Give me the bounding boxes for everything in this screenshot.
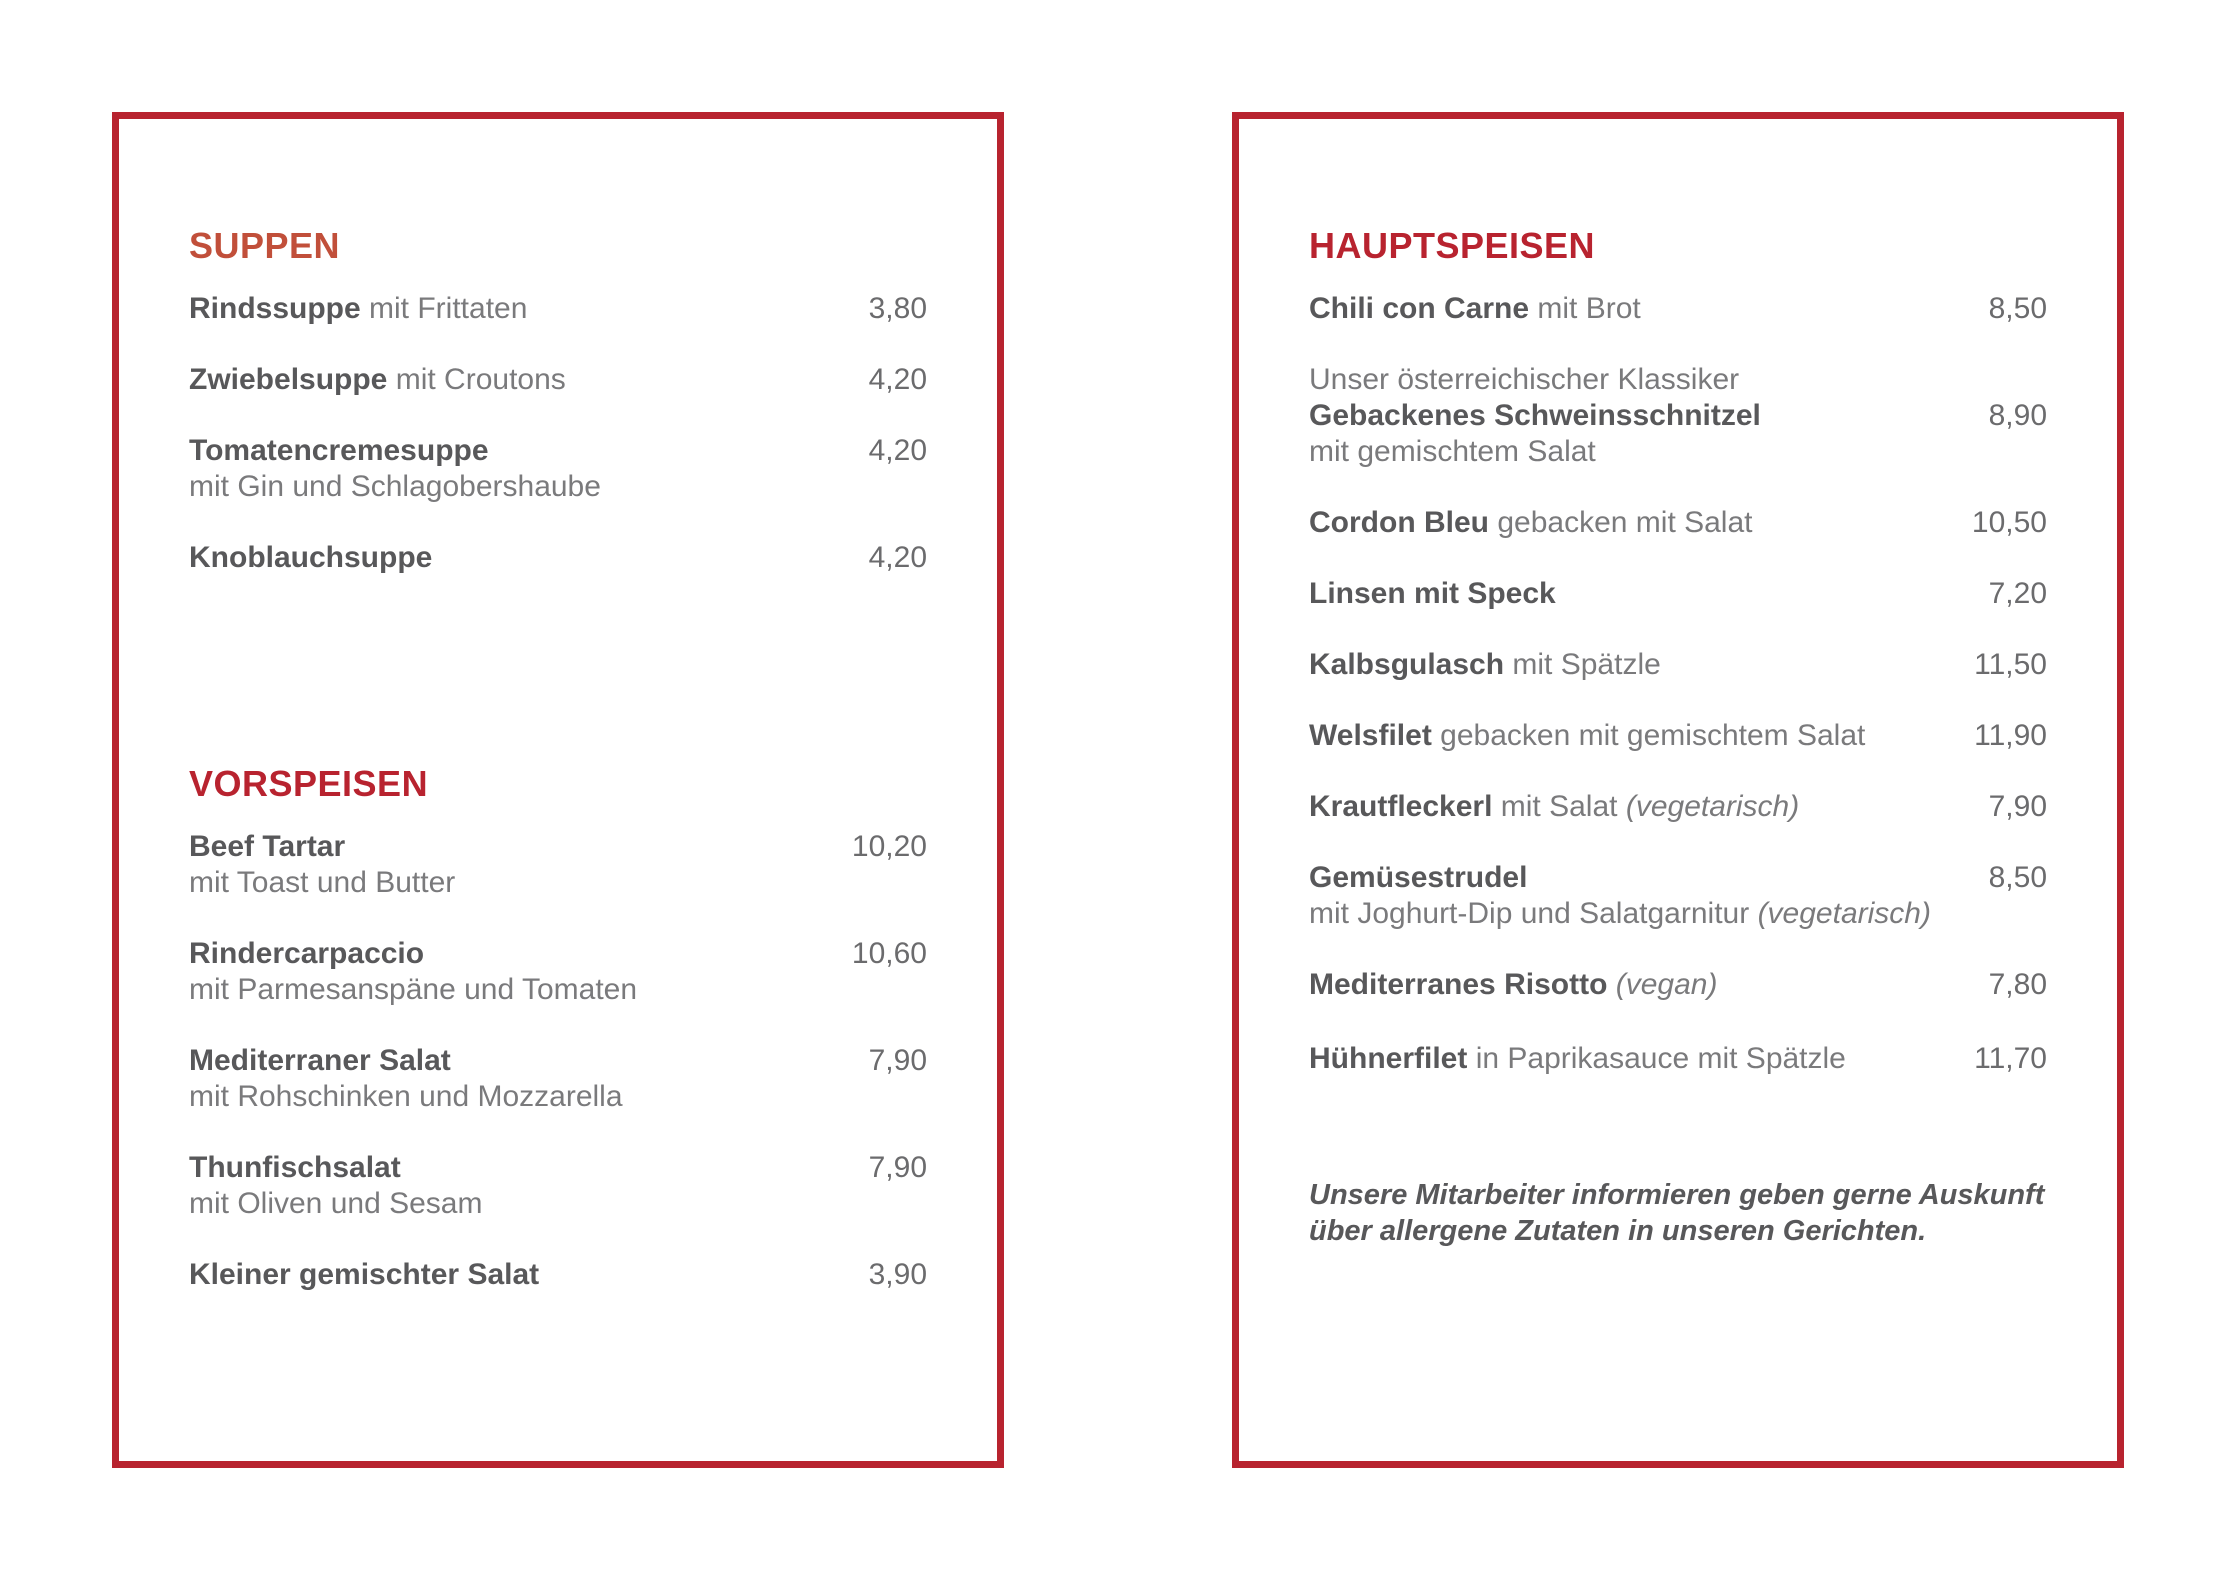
item-description: mit gemischtem Salat bbox=[1309, 435, 1596, 468]
item-name: Mediterraner Salat bbox=[189, 1044, 451, 1077]
diet-note: (vegetarisch) bbox=[1625, 790, 1800, 823]
item-price: 7,20 bbox=[1988, 577, 2047, 610]
allergen-note-line: über allergene Zutaten in unseren Gerichten. bbox=[1309, 1215, 1927, 1247]
item-description: mit Gin und Schlagobershaube bbox=[189, 470, 601, 503]
item-price: 4,20 bbox=[868, 434, 927, 467]
item-price: 7,90 bbox=[1988, 790, 2047, 823]
menu-item bbox=[189, 936, 927, 1008]
menu-item bbox=[189, 1043, 927, 1115]
item-description: mit Frittaten bbox=[369, 292, 528, 325]
menu-item bbox=[1309, 789, 2047, 825]
menu-item bbox=[1309, 647, 2047, 683]
menu-item bbox=[1309, 505, 2047, 541]
item-name: Welsfilet bbox=[1309, 719, 1432, 752]
item-price: 10,20 bbox=[851, 830, 927, 863]
right-panel-content bbox=[1309, 221, 2047, 1249]
item-description: mit Croutons bbox=[395, 363, 566, 396]
item-name: Chili con Carne bbox=[1309, 292, 1530, 325]
item-price: 4,20 bbox=[868, 363, 927, 396]
item-description: mit Joghurt-Dip und Salatgarnitur bbox=[1309, 897, 1750, 930]
item-name: Mediterranes Risotto bbox=[1309, 968, 1608, 1001]
item-price: 7,80 bbox=[1988, 968, 2047, 1001]
menu-item bbox=[189, 291, 927, 327]
item-price: 3,80 bbox=[868, 292, 927, 325]
item-price: 11,50 bbox=[1974, 648, 2047, 681]
item-name: Kalbsgulasch bbox=[1309, 648, 1505, 681]
menu-item bbox=[189, 1150, 927, 1222]
item-name: Rindercarpaccio bbox=[189, 937, 425, 970]
item-description: mit Toast und Butter bbox=[189, 866, 456, 899]
menu-item bbox=[189, 1257, 927, 1293]
menu-item bbox=[189, 433, 927, 505]
menu-item bbox=[1309, 362, 2047, 470]
item-name: Krautfleckerl bbox=[1309, 790, 1493, 823]
item-name: Cordon Bleu bbox=[1309, 506, 1489, 539]
menu-item bbox=[189, 540, 927, 576]
menu-item bbox=[1309, 967, 2047, 1003]
item-description: gebacken mit gemischtem Salat bbox=[1440, 719, 1866, 752]
item-name: Thunfischsalat bbox=[189, 1151, 401, 1184]
item-description: gebacken mit Salat bbox=[1497, 506, 1753, 539]
menu-item bbox=[189, 829, 927, 901]
item-name: Zwiebelsuppe bbox=[189, 363, 388, 396]
menu-panel-right bbox=[1232, 112, 2124, 1468]
allergen-note bbox=[1309, 1177, 2047, 1249]
item-description: mit Spätzle bbox=[1512, 648, 1661, 681]
menu-item bbox=[1309, 718, 2047, 754]
item-price: 7,90 bbox=[868, 1151, 927, 1184]
item-name: Tomatencremesuppe bbox=[189, 434, 489, 467]
item-price: 8,90 bbox=[1988, 399, 2047, 432]
item-name: Linsen mit Speck bbox=[1309, 577, 1556, 610]
menu-item bbox=[1309, 291, 2047, 327]
left-panel-content bbox=[189, 221, 927, 1328]
item-price: 7,90 bbox=[868, 1044, 927, 1077]
item-name: Rindssuppe bbox=[189, 292, 361, 325]
item-price: 8,50 bbox=[1988, 861, 2047, 894]
item-price: 3,90 bbox=[868, 1258, 927, 1291]
item-intro: Unser österreichischer Klassiker bbox=[1309, 363, 1740, 396]
section-spacer bbox=[189, 611, 927, 759]
item-description: mit Salat bbox=[1500, 790, 1618, 823]
section-title-suppen: SUPPEN bbox=[189, 225, 341, 266]
item-description: mit Brot bbox=[1537, 292, 1641, 325]
item-name: Gebackenes Schweinsschnitzel bbox=[1309, 399, 1761, 432]
section-title-hauptspeisen: HAUPTSPEISEN bbox=[1309, 225, 1596, 266]
item-price: 11,70 bbox=[1974, 1042, 2047, 1075]
diet-note: (vegan) bbox=[1615, 968, 1718, 1001]
item-description: mit Rohschinken und Mozzarella bbox=[189, 1080, 623, 1113]
allergen-note-line: Unsere Mitarbeiter informieren geben gerne Auskunft bbox=[1309, 1179, 2045, 1211]
item-price: 11,90 bbox=[1974, 719, 2047, 752]
item-name: Hühnerfilet bbox=[1309, 1042, 1468, 1075]
item-name: Beef Tartar bbox=[189, 830, 346, 863]
item-price: 10,60 bbox=[851, 937, 927, 970]
diet-note: (vegetarisch) bbox=[1757, 897, 1931, 930]
item-price: 4,20 bbox=[868, 541, 927, 574]
item-name: Knoblauchsuppe bbox=[189, 541, 433, 574]
item-description: mit Oliven und Sesam bbox=[189, 1187, 483, 1220]
menu-item bbox=[1309, 1041, 2047, 1077]
item-description: in Paprikasauce mit Spätzle bbox=[1475, 1042, 1846, 1075]
item-name: Gemüsestrudel bbox=[1309, 861, 1528, 894]
menu-panel-left bbox=[112, 112, 1004, 1468]
item-name: Kleiner gemischter Salat bbox=[189, 1258, 540, 1291]
menu-item bbox=[1309, 576, 2047, 612]
item-price: 8,50 bbox=[1988, 292, 2047, 325]
item-description: mit Parmesanspäne und Tomaten bbox=[189, 973, 638, 1006]
menu-item bbox=[1309, 860, 2047, 932]
menu-item bbox=[189, 362, 927, 398]
item-price: 10,50 bbox=[1971, 506, 2047, 539]
section-title-vorspeisen: VORSPEISEN bbox=[189, 763, 429, 804]
